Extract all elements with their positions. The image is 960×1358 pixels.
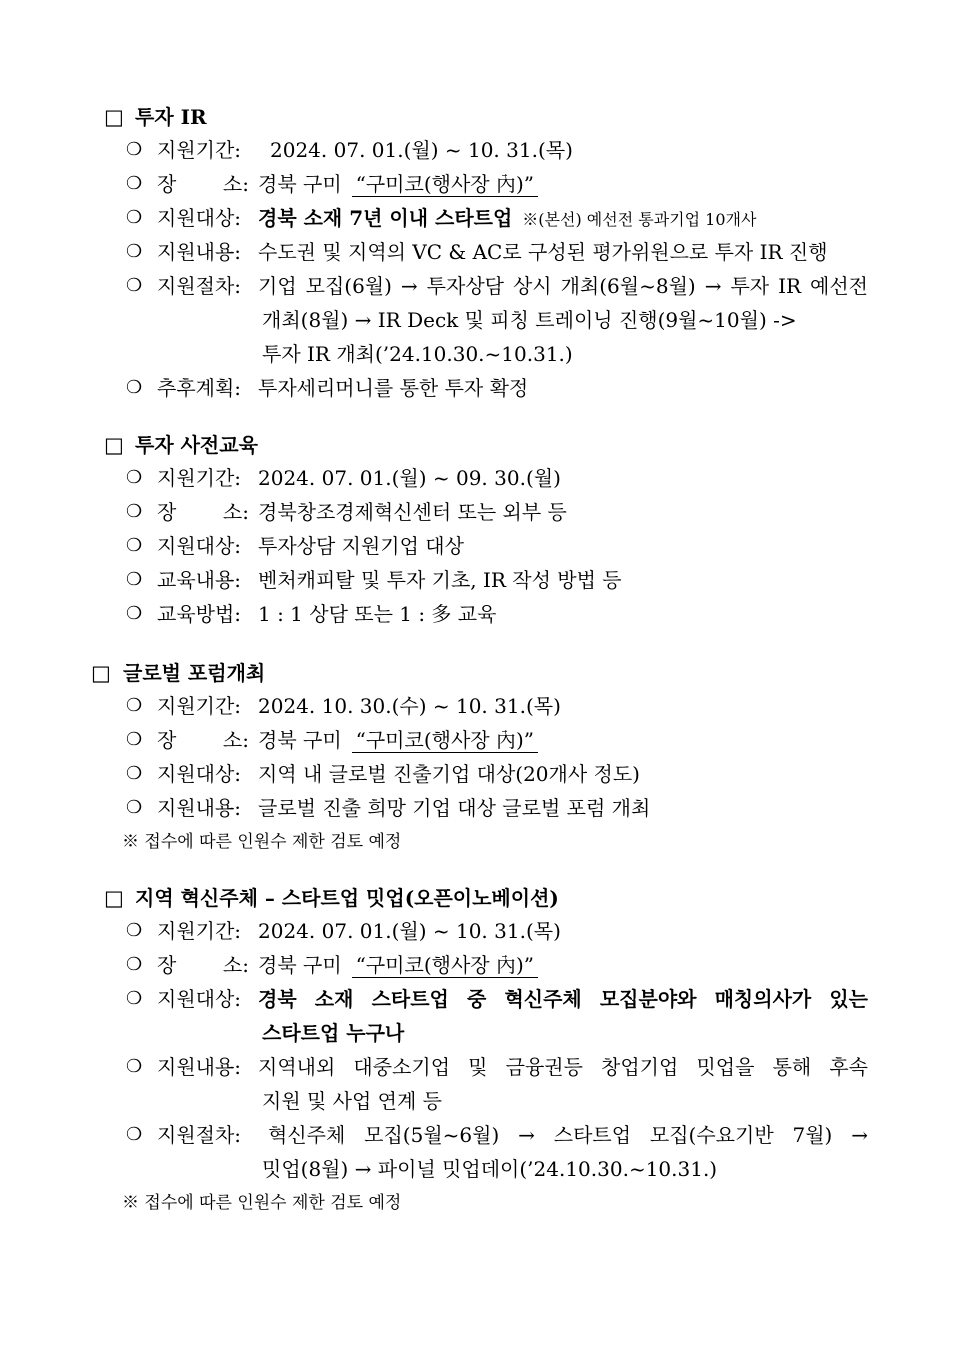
section-investment-ir [0, 102, 960, 405]
circle-bullet-icon: ❍ [126, 241, 143, 262]
square-bullet-icon: □ [104, 886, 124, 910]
row-value [258, 723, 538, 757]
circle-bullet-icon: ❍ [126, 535, 143, 556]
square-bullet-icon: □ [104, 105, 124, 129]
circle-bullet-icon: ❍ [126, 139, 143, 160]
info-row-edu-method [0, 597, 960, 631]
note-text: ※ 접수에 따른 인원수 제한 검토 예정 [122, 832, 402, 852]
info-row-content [0, 1050, 960, 1084]
row-label: 지원대상: [157, 762, 242, 786]
info-row-target [0, 529, 960, 563]
row-label: 지원기간: [157, 138, 242, 162]
place-prefix: 경북 구미 [258, 728, 342, 752]
row-value: 밋업(8월) → 파이널 밋업데이(’24.10.30.~10.31.) [262, 1157, 718, 1181]
info-row-continuation [0, 303, 960, 337]
row-value: 투자 IR 개최(’24.10.30.~10.31.) [262, 342, 573, 366]
row-value: 경북 소재 스타트업 중 혁신주체 모집분야와 매칭의사가 있는 [258, 987, 868, 1011]
info-row-procedure [0, 269, 960, 303]
info-row-content [0, 791, 960, 825]
row-value: 투자상담 지원기업 대상 [258, 534, 464, 558]
row-label: 지원기간: [157, 466, 242, 490]
row-value: 지역 내 글로벌 진출기업 대상(20개사 정도) [258, 762, 640, 786]
info-row-plan [0, 371, 960, 405]
row-label: 교육방법: [157, 602, 242, 626]
row-label: 지원절차: [157, 1123, 242, 1147]
circle-bullet-icon: ❍ [126, 763, 143, 784]
note-row [0, 1186, 960, 1220]
circle-bullet-icon: ❍ [126, 920, 143, 941]
row-value: 1 : 1 상담 또는 1 : 多 교육 [258, 602, 497, 626]
section-title: 글로벌 포럼개최 [123, 661, 266, 685]
info-row-place [0, 723, 960, 757]
info-row-period [0, 689, 960, 723]
info-row-target [0, 201, 960, 235]
row-value: 2024. 07. 01.(월) ~ 10. 31.(목) [270, 138, 573, 162]
section-heading [0, 658, 960, 689]
info-row-place [0, 495, 960, 529]
row-value: 투자세리머니를 통한 투자 확정 [258, 376, 529, 400]
note-row [0, 825, 960, 859]
section-heading [0, 430, 960, 461]
row-label: 장 소: [157, 172, 249, 196]
target-note: ※(본선) 예선전 통과기업 10개사 [522, 210, 757, 229]
target-bold-text: 경북 소재 7년 이내 스타트업 [258, 206, 513, 230]
info-row-period [0, 461, 960, 495]
circle-bullet-icon: ❍ [126, 729, 143, 750]
info-row-place [0, 948, 960, 982]
square-bullet-icon: □ [91, 661, 111, 685]
row-label: 지원대상: [157, 987, 242, 1011]
row-label: 장 소: [157, 953, 249, 977]
row-label: 지원내용: [157, 796, 242, 820]
circle-bullet-icon: ❍ [126, 988, 143, 1009]
section-heading [0, 883, 960, 914]
section-pre-education [0, 430, 960, 631]
row-value [258, 167, 538, 201]
place-prefix: 경북 구미 [258, 953, 342, 977]
info-row-continuation [0, 337, 960, 371]
info-row-period [0, 914, 960, 948]
place-prefix: 경북 구미 [258, 172, 342, 196]
place-venue-underlined: “구미코(행사장 內)” [352, 728, 538, 753]
row-label: 지원기간: [157, 919, 242, 943]
circle-bullet-icon: ❍ [126, 377, 143, 398]
row-value: 지역내외 대중소기업 및 금융권등 창업기업 밋업을 통해 후속 [258, 1055, 868, 1079]
circle-bullet-icon: ❍ [126, 1124, 143, 1145]
section-heading [0, 102, 960, 133]
info-row-target [0, 757, 960, 791]
circle-bullet-icon: ❍ [126, 695, 143, 716]
row-value: 2024. 07. 01.(월) ~ 10. 31.(목) [258, 919, 561, 943]
info-row-continuation [0, 1084, 960, 1118]
row-value: 2024. 07. 01.(월) ~ 09. 30.(월) [258, 466, 561, 490]
circle-bullet-icon: ❍ [126, 1056, 143, 1077]
circle-bullet-icon: ❍ [126, 569, 143, 590]
square-bullet-icon: □ [104, 433, 124, 457]
section-title: 지역 혁신주체 – 스타트업 밋업(오픈이노베이션) [135, 886, 559, 910]
circle-bullet-icon: ❍ [126, 467, 143, 488]
row-label: 지원대상: [157, 206, 242, 230]
info-row-content [0, 235, 960, 269]
row-value: 벤처캐피탈 및 투자 기초, IR 작성 방법 등 [258, 568, 622, 592]
section-title: 투자 사전교육 [135, 433, 258, 457]
place-venue-underlined: “구미코(행사장 內)” [352, 172, 538, 197]
place-venue-underlined: “구미코(행사장 內)” [352, 953, 538, 978]
info-row-place [0, 167, 960, 201]
section-global-forum [0, 658, 960, 859]
row-value [258, 201, 756, 237]
circle-bullet-icon: ❍ [126, 954, 143, 975]
row-label: 장 소: [157, 728, 249, 752]
row-value: 글로벌 진출 희망 기업 대상 글로벌 포럼 개최 [258, 796, 651, 820]
circle-bullet-icon: ❍ [126, 501, 143, 522]
section-title: 투자 IR [135, 105, 207, 129]
circle-bullet-icon: ❍ [126, 207, 143, 228]
note-text: ※ 접수에 따른 인원수 제한 검토 예정 [122, 1193, 402, 1213]
row-label: 지원기간: [157, 694, 242, 718]
section-startup-meetup [0, 883, 960, 1220]
row-value [258, 948, 538, 982]
row-label: 지원대상: [157, 534, 242, 558]
info-row-period [0, 133, 960, 167]
row-value: 혁신주체 모집(5월~6월) → 스타트업 모집(수요기반 7월) → [268, 1123, 868, 1147]
circle-bullet-icon: ❍ [126, 797, 143, 818]
row-value: 경북창조경제혁신센터 또는 외부 등 [258, 500, 567, 524]
circle-bullet-icon: ❍ [126, 173, 143, 194]
row-value: 개최(8월) → IR Deck 및 피칭 트레이닝 진행(9월~10월) -> [262, 308, 797, 332]
circle-bullet-icon: ❍ [126, 603, 143, 624]
row-label: 지원절차: [157, 274, 242, 298]
circle-bullet-icon: ❍ [126, 275, 143, 296]
info-row-continuation [0, 1152, 960, 1186]
row-value: 2024. 10. 30.(수) ~ 10. 31.(목) [258, 694, 561, 718]
info-row-continuation [0, 1016, 960, 1050]
row-label: 지원내용: [157, 1055, 242, 1079]
row-label: 지원내용: [157, 240, 242, 264]
row-value: 기업 모집(6월) → 투자상담 상시 개최(6월~8월) → 투자 IR 예선전 [258, 274, 868, 298]
row-label: 추후계획: [157, 376, 242, 400]
info-row-edu-content [0, 563, 960, 597]
row-label: 장 소: [157, 500, 249, 524]
row-value: 스타트업 누구나 [262, 1021, 405, 1045]
info-row-target [0, 982, 960, 1016]
info-row-procedure [0, 1118, 960, 1152]
row-value: 수도권 및 지역의 VC & AC로 구성된 평가위원으로 투자 IR 진행 [258, 240, 828, 264]
row-label: 교육내용: [157, 568, 242, 592]
row-value: 지원 및 사업 연계 등 [262, 1089, 442, 1113]
